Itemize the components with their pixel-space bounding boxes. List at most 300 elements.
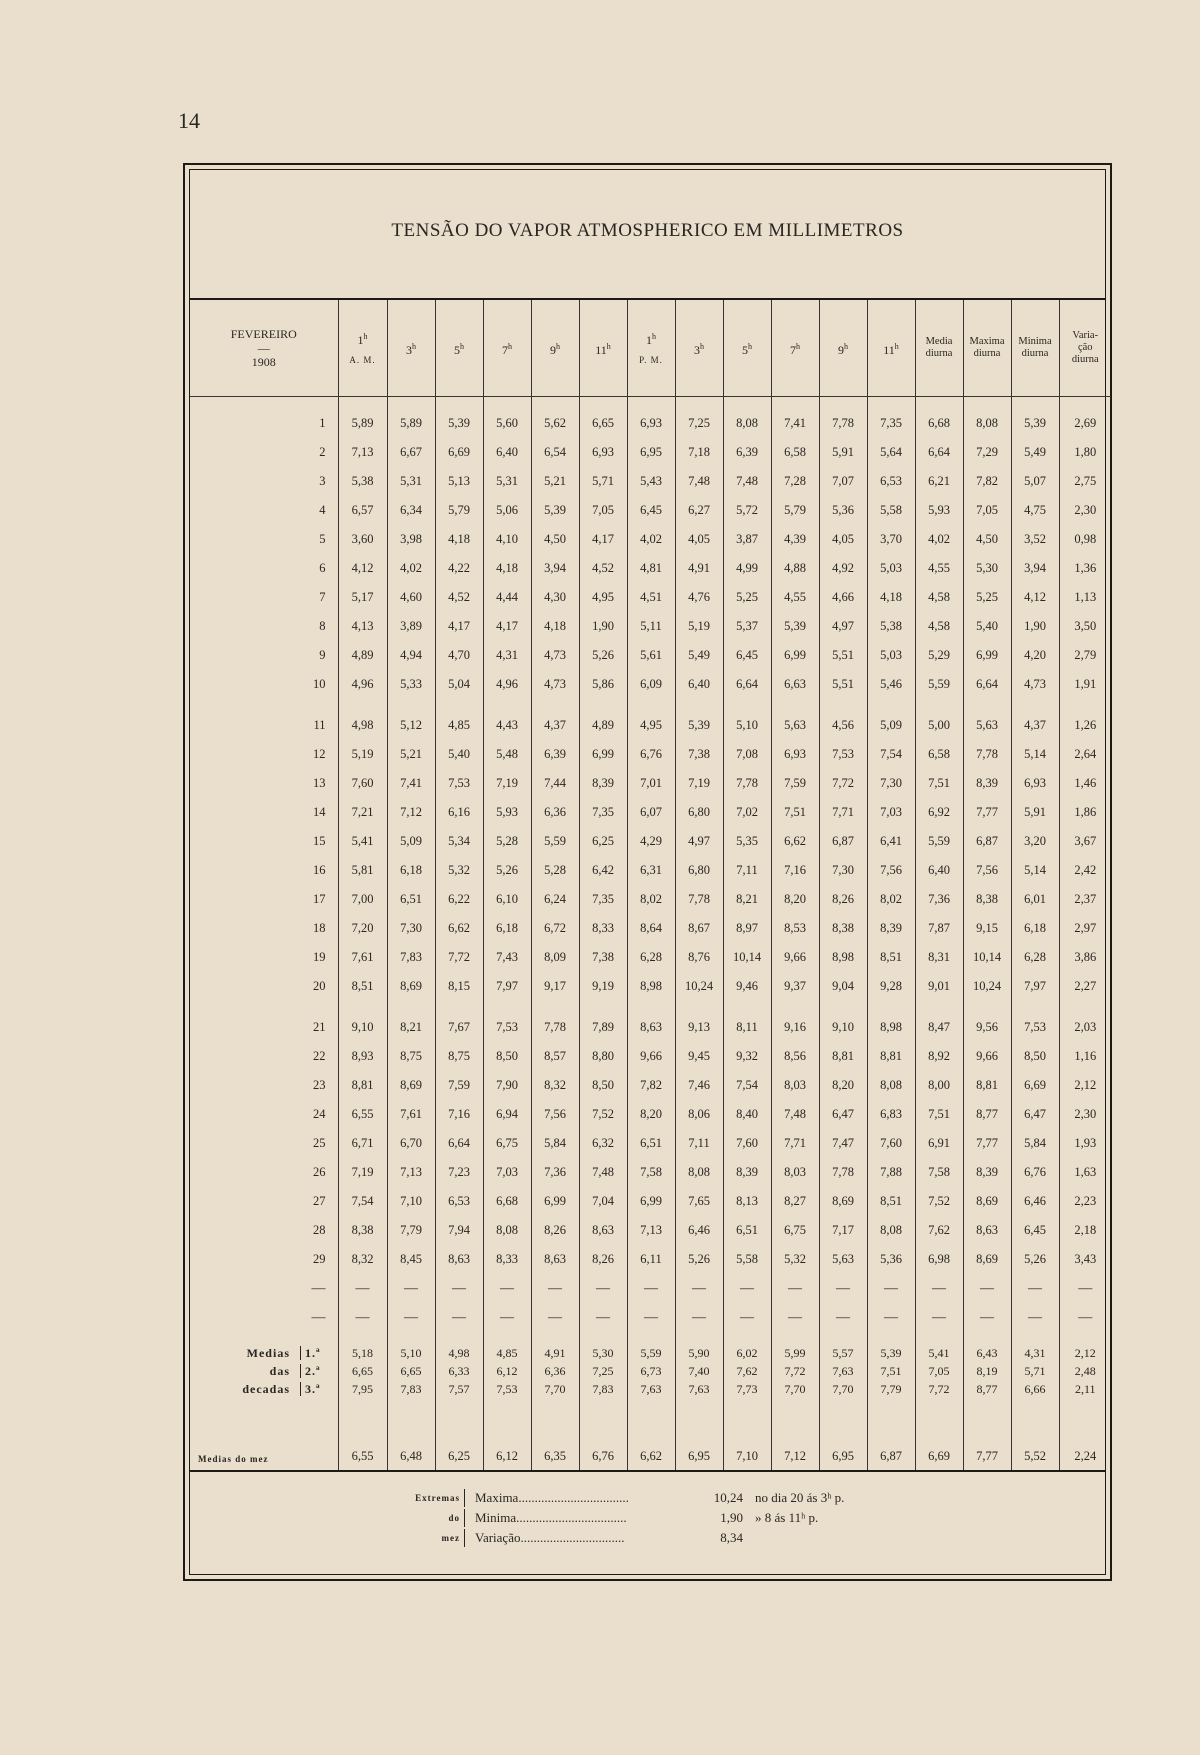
value-cell: 6,40: [483, 438, 531, 467]
value-cell: 4,85: [483, 1332, 531, 1362]
value-cell: 5,31: [483, 467, 531, 496]
value-cell: 7,56: [531, 1100, 579, 1129]
value-cell: 5,58: [867, 496, 915, 525]
value-cell: 4,55: [771, 583, 819, 612]
value-cell: 5,09: [387, 827, 435, 856]
month-header: [190, 300, 338, 397]
value-cell: 5,63: [819, 1245, 867, 1274]
value-cell: 7,48: [675, 467, 723, 496]
value-cell: 8,63: [963, 1216, 1011, 1245]
value-cell: 5,51: [819, 641, 867, 670]
value-cell: 6,35: [531, 1404, 579, 1470]
value-cell: 7,16: [771, 856, 819, 885]
hour-header: [531, 300, 579, 397]
value-cell: 8,15: [435, 972, 483, 1001]
value-cell: —: [915, 1274, 963, 1303]
value-cell: 6,68: [483, 1187, 531, 1216]
value-cell: 5,59: [627, 1332, 675, 1362]
value-cell: 7,36: [915, 885, 963, 914]
value-cell: 4,05: [675, 525, 723, 554]
value-cell: 5,64: [867, 438, 915, 467]
day-cell: 7: [190, 583, 338, 612]
value-cell: 4,85: [435, 699, 483, 740]
value-cell: 8,00: [915, 1071, 963, 1100]
value-cell: 8,98: [627, 972, 675, 1001]
day-cell: 26: [190, 1158, 338, 1187]
page-number: 14: [178, 108, 200, 133]
value-cell: 7,70: [771, 1380, 819, 1404]
value-cell: 4,29: [627, 827, 675, 856]
value-cell: 4,05: [819, 525, 867, 554]
value-cell: 7,87: [915, 914, 963, 943]
value-cell: 8,08: [675, 1158, 723, 1187]
value-cell: 8,56: [771, 1042, 819, 1071]
value-cell: 8,08: [963, 397, 1011, 439]
period-label: A. M.: [349, 354, 376, 365]
value-cell: 7,79: [387, 1216, 435, 1245]
value-cell: 8,63: [579, 1216, 627, 1245]
value-cell: 7,56: [963, 856, 1011, 885]
value-cell: 8,20: [627, 1100, 675, 1129]
value-cell: 6,16: [435, 798, 483, 827]
value-cell: 7,54: [338, 1187, 387, 1216]
value-cell: 7,83: [387, 943, 435, 972]
value-cell: 8,39: [963, 769, 1011, 798]
value-cell: 7,77: [963, 1404, 1011, 1470]
value-cell: 8,63: [531, 1245, 579, 1274]
value-cell: —: [771, 1303, 819, 1332]
value-cell: 10,24: [675, 972, 723, 1001]
value-cell: 5,99: [771, 1332, 819, 1362]
value-cell: 7,11: [675, 1129, 723, 1158]
value-cell: 6,64: [723, 670, 771, 699]
value-cell: 8,06: [675, 1100, 723, 1129]
value-cell: —: [1078, 1280, 1093, 1296]
value-cell: 4,95: [627, 699, 675, 740]
value-cell: 7,72: [915, 1380, 963, 1404]
value-cell: 5,26: [483, 856, 531, 885]
value-cell: 7,54: [867, 740, 915, 769]
table-row: [190, 827, 1111, 856]
value-cell: 6,99: [771, 641, 819, 670]
value-cell: 9,10: [819, 1001, 867, 1042]
value-cell: 7,83: [579, 1380, 627, 1404]
value-cell: 4,81: [627, 554, 675, 583]
day-cell: 19: [190, 943, 338, 972]
daily-max-header: [963, 300, 1011, 397]
value-cell: 6,93: [579, 438, 627, 467]
value-cell: 6,33: [435, 1362, 483, 1380]
value-cell: 4,91: [675, 554, 723, 583]
value-cell: 5,91: [819, 438, 867, 467]
value-cell: 5,30: [963, 554, 1011, 583]
value-cell: —: [435, 1274, 483, 1303]
value-cell: 7,54: [723, 1071, 771, 1100]
value-cell: 8,75: [387, 1042, 435, 1071]
value-cell: 7,61: [338, 943, 387, 972]
value-cell: 7,02: [723, 798, 771, 827]
value-cell: 1,90: [579, 612, 627, 641]
value-cell: 5,19: [675, 612, 723, 641]
value-cell: 8,98: [867, 1001, 915, 1042]
value-cell: —: [723, 1303, 771, 1332]
value-cell: 7,28: [771, 467, 819, 496]
value-cell: 6,45: [723, 641, 771, 670]
value-cell: 5,09: [867, 699, 915, 740]
value-cell: 7,10: [387, 1187, 435, 1216]
value-cell: 4,30: [531, 583, 579, 612]
hour-label: 7: [502, 342, 508, 357]
value-cell: —: [915, 1303, 963, 1332]
table-row: [190, 943, 1111, 972]
monthly-mean-row: [190, 1404, 1111, 1470]
extreme-value: 1,90: [720, 1510, 743, 1525]
value-cell: 8,45: [387, 1245, 435, 1274]
value-cell: 4,91: [531, 1332, 579, 1362]
value-cell: 7,59: [435, 1071, 483, 1100]
value-cell: 4,89: [338, 641, 387, 670]
value-cell: 9,66: [963, 1042, 1011, 1071]
value-cell: 6,75: [771, 1216, 819, 1245]
value-cell: 8,13: [723, 1187, 771, 1216]
value-cell: 7,11: [723, 856, 771, 885]
value-cell: —: [531, 1303, 579, 1332]
value-cell: 1,16: [1074, 1049, 1097, 1063]
value-cell: 5,84: [1011, 1129, 1059, 1158]
decade-mean-row: [190, 1362, 1111, 1380]
value-cell: 4,02: [627, 525, 675, 554]
value-cell: 7,57: [435, 1380, 483, 1404]
table-row: [190, 856, 1111, 885]
value-cell: 9,19: [579, 972, 627, 1001]
value-cell: 4,96: [483, 670, 531, 699]
value-cell: 1,13: [1074, 590, 1097, 604]
value-cell: 5,36: [867, 1245, 915, 1274]
value-cell: 7,38: [579, 943, 627, 972]
value-cell: 4,55: [915, 554, 963, 583]
value-cell: 5,63: [771, 699, 819, 740]
value-cell: 5,72: [723, 496, 771, 525]
value-cell: 5,13: [435, 467, 483, 496]
value-cell: —: [867, 1274, 915, 1303]
value-cell: 7,13: [338, 438, 387, 467]
value-cell: 7,30: [387, 914, 435, 943]
table-row: [190, 885, 1111, 914]
table-row: [190, 670, 1111, 699]
value-cell: 6,53: [867, 467, 915, 496]
value-cell: 6,95: [819, 1404, 867, 1470]
extreme-value: 10,24: [713, 1490, 743, 1505]
value-cell: 7,53: [435, 769, 483, 798]
value-cell: 8,63: [435, 1245, 483, 1274]
value-cell: 7,48: [723, 467, 771, 496]
value-cell: 8,50: [483, 1042, 531, 1071]
value-cell: 4,18: [531, 612, 579, 641]
table-body: [190, 397, 1111, 1471]
daily-mean-header-line: Media: [925, 336, 953, 347]
value-cell: 5,25: [963, 583, 1011, 612]
value-cell: —: [531, 1274, 579, 1303]
value-cell: 4,60: [387, 583, 435, 612]
table-row: [190, 1042, 1111, 1071]
value-cell: 8,69: [387, 972, 435, 1001]
value-cell: 9,66: [771, 943, 819, 972]
day-cell: 14: [190, 798, 338, 827]
value-cell: 3,94: [1011, 554, 1059, 583]
hour-suffix: h: [508, 341, 512, 351]
day-cell: 20: [190, 972, 338, 1001]
value-cell: 3,86: [1074, 950, 1097, 964]
value-cell: 4,66: [819, 583, 867, 612]
value-cell: 1,90: [1011, 612, 1059, 641]
value-cell: 6,93: [1011, 769, 1059, 798]
value-cell: 6,07: [627, 798, 675, 827]
value-cell: 7,56: [867, 856, 915, 885]
value-cell: 5,59: [531, 827, 579, 856]
table-frame-inner: [189, 169, 1106, 1575]
value-cell: 7,46: [675, 1071, 723, 1100]
table-row: [190, 1187, 1111, 1216]
value-cell: 10,14: [723, 943, 771, 972]
value-cell: 5,03: [867, 554, 915, 583]
extreme-group-label: do: [448, 1513, 460, 1523]
value-cell: 8,11: [723, 1001, 771, 1042]
value-cell: 7,36: [531, 1158, 579, 1187]
value-cell: 4,94: [387, 641, 435, 670]
decade-label-cell: [190, 1332, 338, 1362]
hour-label: 7: [790, 342, 796, 357]
value-cell: 6,64: [963, 670, 1011, 699]
value-cell: 7,05: [915, 1362, 963, 1380]
value-cell: 5,57: [819, 1332, 867, 1362]
value-cell: 4,98: [338, 699, 387, 740]
value-cell: 6,76: [627, 740, 675, 769]
table-row: [190, 914, 1111, 943]
value-cell: 5,93: [483, 798, 531, 827]
value-cell: 5,37: [723, 612, 771, 641]
value-cell: 4,97: [819, 612, 867, 641]
value-cell: 7,17: [819, 1216, 867, 1245]
value-cell: 5,63: [963, 699, 1011, 740]
value-cell: 5,38: [338, 467, 387, 496]
value-cell: 1,86: [1074, 805, 1097, 819]
day-cell: —: [190, 1303, 338, 1332]
brace: [464, 1529, 475, 1547]
value-cell: 6,65: [338, 1362, 387, 1380]
value-cell: 7,48: [771, 1100, 819, 1129]
value-cell: 6,45: [627, 496, 675, 525]
value-cell: 7,97: [483, 972, 531, 1001]
value-cell: 9,01: [915, 972, 963, 1001]
decade-mean-row: [190, 1332, 1111, 1362]
table-bottom-rule: [190, 1470, 1105, 1472]
value-cell: 6,34: [387, 496, 435, 525]
value-cell: 6,18: [387, 856, 435, 885]
value-cell: 7,72: [771, 1362, 819, 1380]
value-cell: 3,98: [387, 525, 435, 554]
value-cell: 5,59: [915, 827, 963, 856]
value-cell: 2,48: [1074, 1363, 1096, 1378]
value-cell: 6,62: [627, 1404, 675, 1470]
value-cell: 4,31: [1011, 1332, 1059, 1362]
month-label: FEVEREIRO: [230, 327, 297, 341]
value-cell: 8,97: [723, 914, 771, 943]
value-cell: 5,40: [435, 740, 483, 769]
value-cell: 7,62: [723, 1362, 771, 1380]
value-cell: 7,88: [867, 1158, 915, 1187]
table-row: [190, 1158, 1111, 1187]
value-cell: 6,55: [338, 1404, 387, 1470]
value-cell: 7,10: [723, 1404, 771, 1470]
decade-mean-row: [190, 1380, 1111, 1404]
hour-header: [675, 300, 723, 397]
value-cell: 6,55: [338, 1100, 387, 1129]
value-cell: 4,17: [435, 612, 483, 641]
value-cell: 7,38: [675, 740, 723, 769]
value-cell: 5,10: [387, 1332, 435, 1362]
value-cell: 7,35: [579, 798, 627, 827]
value-cell: 4,99: [723, 554, 771, 583]
value-cell: 5,39: [1011, 397, 1059, 439]
value-cell: 8,33: [579, 914, 627, 943]
value-cell: 7,05: [579, 496, 627, 525]
value-cell: 8,47: [915, 1001, 963, 1042]
value-cell: 7,77: [963, 1129, 1011, 1158]
value-cell: —: [819, 1274, 867, 1303]
value-cell: 2,30: [1074, 1107, 1097, 1121]
value-cell: 6,58: [915, 740, 963, 769]
value-cell: 6,91: [915, 1129, 963, 1158]
value-cell: 4,20: [1011, 641, 1059, 670]
value-cell: 6,40: [675, 670, 723, 699]
value-cell: 8,69: [819, 1187, 867, 1216]
value-cell: 2,30: [1074, 503, 1097, 517]
value-cell: 8,51: [867, 943, 915, 972]
value-cell: 5,41: [338, 827, 387, 856]
value-cell: 8,81: [867, 1042, 915, 1071]
value-cell: 6,70: [387, 1129, 435, 1158]
value-cell: 6,87: [867, 1404, 915, 1470]
value-cell: 9,56: [963, 1001, 1011, 1042]
value-cell: 8,63: [627, 1001, 675, 1042]
value-cell: 5,49: [675, 641, 723, 670]
day-cell: 24: [190, 1100, 338, 1129]
value-cell: 8,39: [579, 769, 627, 798]
value-cell: 6,48: [387, 1404, 435, 1470]
value-cell: 7,25: [675, 397, 723, 439]
value-cell: 7,60: [338, 769, 387, 798]
value-cell: 6,47: [819, 1100, 867, 1129]
value-cell: 4,02: [915, 525, 963, 554]
value-cell: 4,58: [915, 583, 963, 612]
table-row: [190, 1001, 1111, 1042]
value-cell: 6,09: [627, 670, 675, 699]
value-cell: 5,90: [675, 1332, 723, 1362]
value-cell: 4,97: [675, 827, 723, 856]
daily-mean-header: [915, 300, 963, 397]
value-cell: 6,80: [675, 856, 723, 885]
extreme-group-label: Extremas: [415, 1493, 460, 1503]
value-cell: —: [1011, 1274, 1059, 1303]
value-cell: 4,70: [435, 641, 483, 670]
day-cell: 1: [190, 397, 338, 439]
day-cell: 8: [190, 612, 338, 641]
day-cell: 12: [190, 740, 338, 769]
value-cell: 8,98: [819, 943, 867, 972]
value-cell: 5,60: [483, 397, 531, 439]
hour-suffix: h: [700, 341, 704, 351]
daily-mean-header-line: diurna: [925, 348, 953, 359]
value-cell: 7,01: [627, 769, 675, 798]
value-cell: 6,54: [531, 438, 579, 467]
value-cell: 7,25: [579, 1362, 627, 1380]
value-cell: 9,45: [675, 1042, 723, 1071]
value-cell: —: [579, 1274, 627, 1303]
value-cell: 2,79: [1074, 648, 1097, 662]
value-cell: 4,18: [483, 554, 531, 583]
table-row: [190, 467, 1111, 496]
hour-label: 3: [406, 342, 412, 357]
value-cell: 6,10: [483, 885, 531, 914]
hour-suffix: h: [844, 341, 848, 351]
extreme-note: » 8 ás 11ʰ p.: [755, 1510, 819, 1525]
value-cell: 6,69: [1011, 1071, 1059, 1100]
table-row: [190, 438, 1111, 467]
value-cell: 3,60: [338, 525, 387, 554]
value-cell: 3,20: [1011, 827, 1059, 856]
value-cell: 8,64: [627, 914, 675, 943]
value-cell: 9,16: [771, 1001, 819, 1042]
value-cell: 2,69: [1074, 416, 1097, 430]
value-cell: 8,69: [387, 1071, 435, 1100]
hour-header: [819, 300, 867, 397]
value-cell: 6,99: [963, 641, 1011, 670]
value-cell: 7,70: [819, 1380, 867, 1404]
value-cell: 4,02: [387, 554, 435, 583]
value-cell: 5,12: [387, 699, 435, 740]
value-cell: 6,93: [771, 740, 819, 769]
value-cell: 6,01: [1011, 885, 1059, 914]
value-cell: 7,82: [963, 467, 1011, 496]
value-cell: 4,50: [963, 525, 1011, 554]
value-cell: 6,28: [627, 943, 675, 972]
value-cell: 3,67: [1074, 834, 1097, 848]
value-cell: 7,35: [579, 885, 627, 914]
value-cell: 6,46: [1011, 1187, 1059, 1216]
value-cell: 5,11: [627, 612, 675, 641]
value-cell: 9,17: [531, 972, 579, 1001]
table-row: [190, 769, 1111, 798]
value-cell: 2,37: [1074, 892, 1097, 906]
value-cell: 4,98: [435, 1332, 483, 1362]
value-cell: 6,32: [579, 1129, 627, 1158]
value-cell: 7,89: [579, 1001, 627, 1042]
value-cell: 4,22: [435, 554, 483, 583]
value-cell: 7,41: [771, 397, 819, 439]
day-cell: 15: [190, 827, 338, 856]
value-cell: —: [867, 1303, 915, 1332]
value-cell: 7,04: [579, 1187, 627, 1216]
value-cell: 8,32: [531, 1071, 579, 1100]
value-cell: —: [675, 1274, 723, 1303]
value-cell: 6,69: [435, 438, 483, 467]
value-cell: 6,68: [915, 397, 963, 439]
value-cell: 5,18: [338, 1332, 387, 1362]
value-cell: 5,46: [867, 670, 915, 699]
value-cell: 6,51: [723, 1216, 771, 1245]
value-cell: 6,80: [675, 798, 723, 827]
value-cell: 8,69: [963, 1187, 1011, 1216]
